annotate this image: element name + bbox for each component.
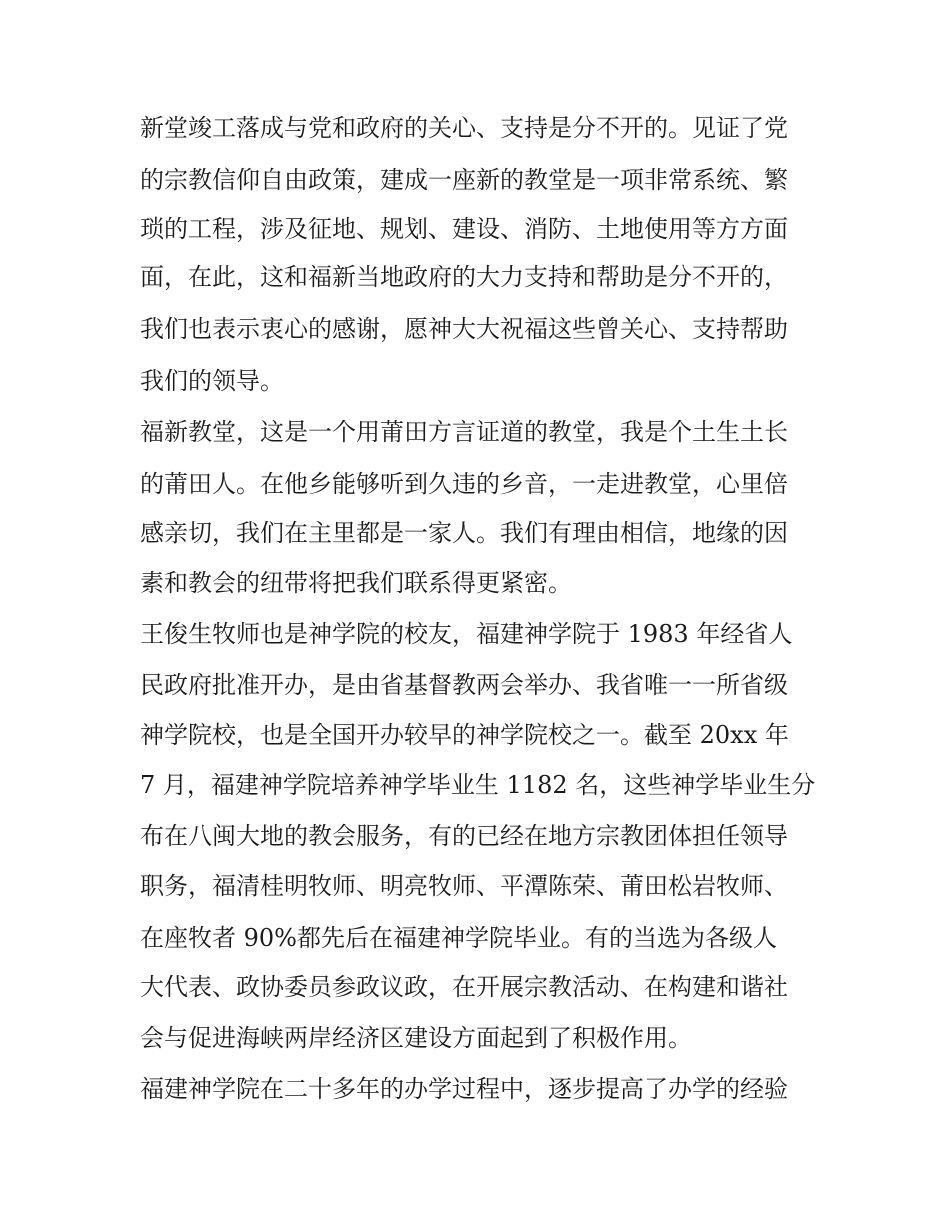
paragraph-4-line-1: 福建神学院在二十多年的办学过程中，逐步提高了办学的经验 [140, 1075, 788, 1103]
paragraph-2-line-3: 感亲切，我们在主里都是一家人。我们有理由相信，地缘的因 [140, 519, 788, 547]
paragraph-1-line-2: 的宗教信仰自由政策，建成一座新的教堂是一项非常系统、繁 [140, 166, 788, 194]
paragraph-1-line-1: 新堂竣工落成与党和政府的关心、支持是分不开的。见证了党 [140, 114, 788, 142]
paragraph-2-line-4: 素和教会的纽带将把我们联系得更紧密。 [140, 569, 572, 597]
paragraph-3-line-2: 民政府批准开办，是由省基督教两会举办、我省唯一一所省级 [140, 671, 788, 699]
paragraph-1-line-4: 面，在此，这和福新当地政府的大力支持和帮助是分不开的， [140, 263, 788, 291]
paragraph-3-line-9: 会与促进海峡两岸经济区建设方面起到了积极作用。 [140, 1024, 692, 1052]
paragraph-3-line-6: 职务，福清桂明牧师、明亮牧师、平潭陈荣、莆田松岩牧师、 [140, 872, 788, 900]
paragraph-3-line-4: 7 月，福建神学院培养神学毕业生 1182 名，这些神学毕业生分 [140, 771, 816, 799]
paragraph-1-line-6: 我们的领导。 [140, 367, 284, 395]
paragraph-3-line-3: 神学院校，也是全国开办较早的神学院校之一。截至 20xx 年 [140, 721, 789, 749]
paragraph-1-line-5: 我们也表示衷心的感谢，愿神大大祝福这些曾关心、支持帮助 [140, 315, 788, 343]
paragraph-3-line-1: 王俊生牧师也是神学院的校友，福建神学院于 1983 年经省人 [140, 620, 793, 648]
paragraph-3-line-5: 布在八闽大地的教会服务，有的已经在地方宗教团体担任领导 [140, 822, 788, 850]
paragraph-3-line-8: 大代表、政协委员参政议政，在开展宗教活动、在构建和谐社 [140, 973, 788, 1001]
paragraph-2-line-2: 的莆田人。在他乡能够听到久违的乡音，一走进教堂，心里倍 [140, 470, 788, 498]
paragraph-1-line-3: 琐的工程，涉及征地、规划、建设、消防、土地使用等方方面 [140, 215, 788, 243]
paragraph-2-line-1: 福新教堂，这是一个用莆田方言证道的教堂，我是个土生土长 [140, 418, 788, 446]
paragraph-3-line-7: 在座牧者 90%都先后在福建神学院毕业。有的当选为各级人 [140, 924, 777, 952]
